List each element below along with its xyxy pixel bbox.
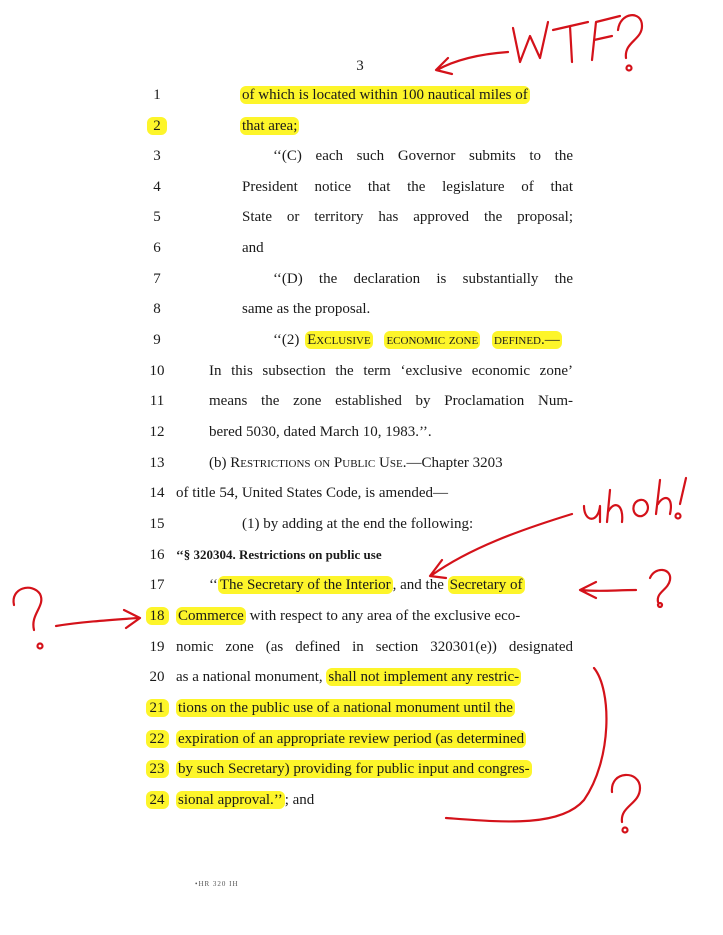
ink-arrow-left (56, 610, 140, 628)
text-segment: with respect to any area of the exclusive eco- (245, 608, 521, 624)
page-number: 3 (356, 58, 364, 74)
line-number: 4 (153, 179, 161, 195)
text-line: State or territory has approved the proposal; (242, 209, 573, 225)
text-line: ‘‘(D) the declaration is substantially the (273, 271, 573, 287)
highlight: expiration of an appropriate review period (as determined (178, 731, 525, 747)
text-line (240, 115, 299, 137)
text-line: nomic zone (as defined in section 320301(e)) designated (176, 639, 573, 655)
ink-question-bottom (612, 775, 640, 822)
text-line (240, 84, 530, 106)
handwriting-question-left (14, 588, 140, 649)
text-segment: (b) (209, 455, 231, 471)
line-number: 15 (149, 516, 165, 532)
text-line (176, 605, 520, 627)
text-segment: ‘‘(2) (273, 332, 304, 348)
text-segment: ; and (284, 792, 315, 808)
line-number: 24 (146, 791, 169, 809)
line-number: 19 (149, 639, 165, 655)
line-number: 3 (153, 148, 161, 164)
text-line: means the zone established by Proclamation Num- (209, 393, 573, 409)
text-line (209, 574, 525, 596)
text-line: President notice that the legislature of that (242, 179, 573, 195)
highlight: Commerce (178, 608, 244, 624)
line-number: 22 (146, 730, 169, 748)
highlight: tions on the public use of a national monument until the (178, 700, 513, 716)
text-line (176, 758, 532, 780)
ink-letter-t (553, 22, 588, 62)
line-number: 2 (147, 117, 167, 135)
highlight: defined.— (493, 332, 560, 348)
line-number: 12 (149, 424, 165, 440)
ink-question-right (650, 570, 670, 602)
ink-letter-h (607, 490, 622, 522)
text-segment: , and the (392, 577, 448, 593)
highlight: that area; (242, 118, 298, 134)
highlight: Exclusive (307, 332, 371, 348)
text-line: of title 54, United States Code, is amended— (176, 485, 449, 501)
line-number: 5 (153, 209, 161, 225)
text-line (176, 697, 515, 719)
highlight: of which is located within 100 nautical miles of (242, 87, 528, 103)
highlight: economic zone (386, 332, 479, 348)
highlight: sional approval.’’ (178, 792, 283, 808)
text-segment: .—Chapter 3203 (402, 455, 503, 471)
ink-letter-h2 (656, 480, 671, 514)
text-line (176, 728, 526, 750)
text-line: (1) by adding at the end the following: (242, 516, 474, 532)
text-line: In this subsection the term ‘exclusive economic zone’ (209, 363, 573, 379)
line-number: 10 (149, 363, 165, 379)
text-line (209, 452, 503, 474)
ink-exclamation (680, 478, 686, 504)
text-line (273, 329, 562, 351)
ink-letter-f (592, 16, 620, 60)
text-line: and (242, 240, 264, 256)
ink-dot (658, 603, 662, 607)
ink-arrow-right (580, 582, 636, 598)
ink-arrow-wtf (436, 52, 508, 74)
line-number: 11 (149, 393, 165, 409)
line-number: 14 (149, 485, 165, 501)
highlight: by such Secretary) providing for public input and congres- (178, 761, 530, 777)
text-line: ‘‘(C) each such Governor submits to the (273, 148, 573, 164)
line-number: 13 (149, 455, 165, 471)
ink-question-wtf (618, 15, 642, 58)
ink-letter-u (584, 506, 600, 522)
highlight: The Secretary of the Interior (219, 577, 391, 593)
text-line (176, 666, 521, 688)
text-segment: Restrictions on Public Use (230, 455, 403, 471)
highlight: shall not implement any restric- (328, 669, 520, 685)
line-number: 9 (153, 332, 161, 348)
text-line: bered 5030, dated March 10, 1983.’’. (209, 424, 432, 440)
text-line (176, 789, 314, 811)
line-number: 8 (153, 301, 161, 317)
line-number: 20 (149, 669, 165, 685)
line-number: 7 (153, 271, 161, 287)
line-number: 23 (146, 760, 169, 778)
handwriting-question-right (580, 570, 670, 607)
ink-question-left (14, 588, 42, 630)
ink-dot (676, 514, 681, 519)
highlight: Secretary of (449, 577, 523, 593)
footer-text: •HR 320 IH (195, 880, 239, 888)
handwriting-wtf (436, 15, 642, 74)
text-segment: ‘‘ (209, 577, 218, 593)
ink-dot (623, 828, 628, 833)
text-segment: as a national monument, (176, 669, 327, 685)
ink-letter-w (513, 22, 548, 62)
line-number: 17 (149, 577, 165, 593)
line-number: 18 (146, 607, 169, 625)
text-line: same as the proposal. (242, 301, 371, 317)
line-number: 16 (149, 547, 165, 563)
line-number: 21 (146, 699, 169, 717)
ink-letter-o (633, 500, 648, 516)
ink-dot (38, 644, 43, 649)
line-number: 6 (153, 240, 161, 256)
section-heading: ‘‘§ 320304. Restrictions on public use (176, 547, 382, 562)
line-number: 1 (153, 87, 161, 103)
handwriting-question-bottom (446, 668, 640, 833)
ink-dot (627, 66, 632, 71)
